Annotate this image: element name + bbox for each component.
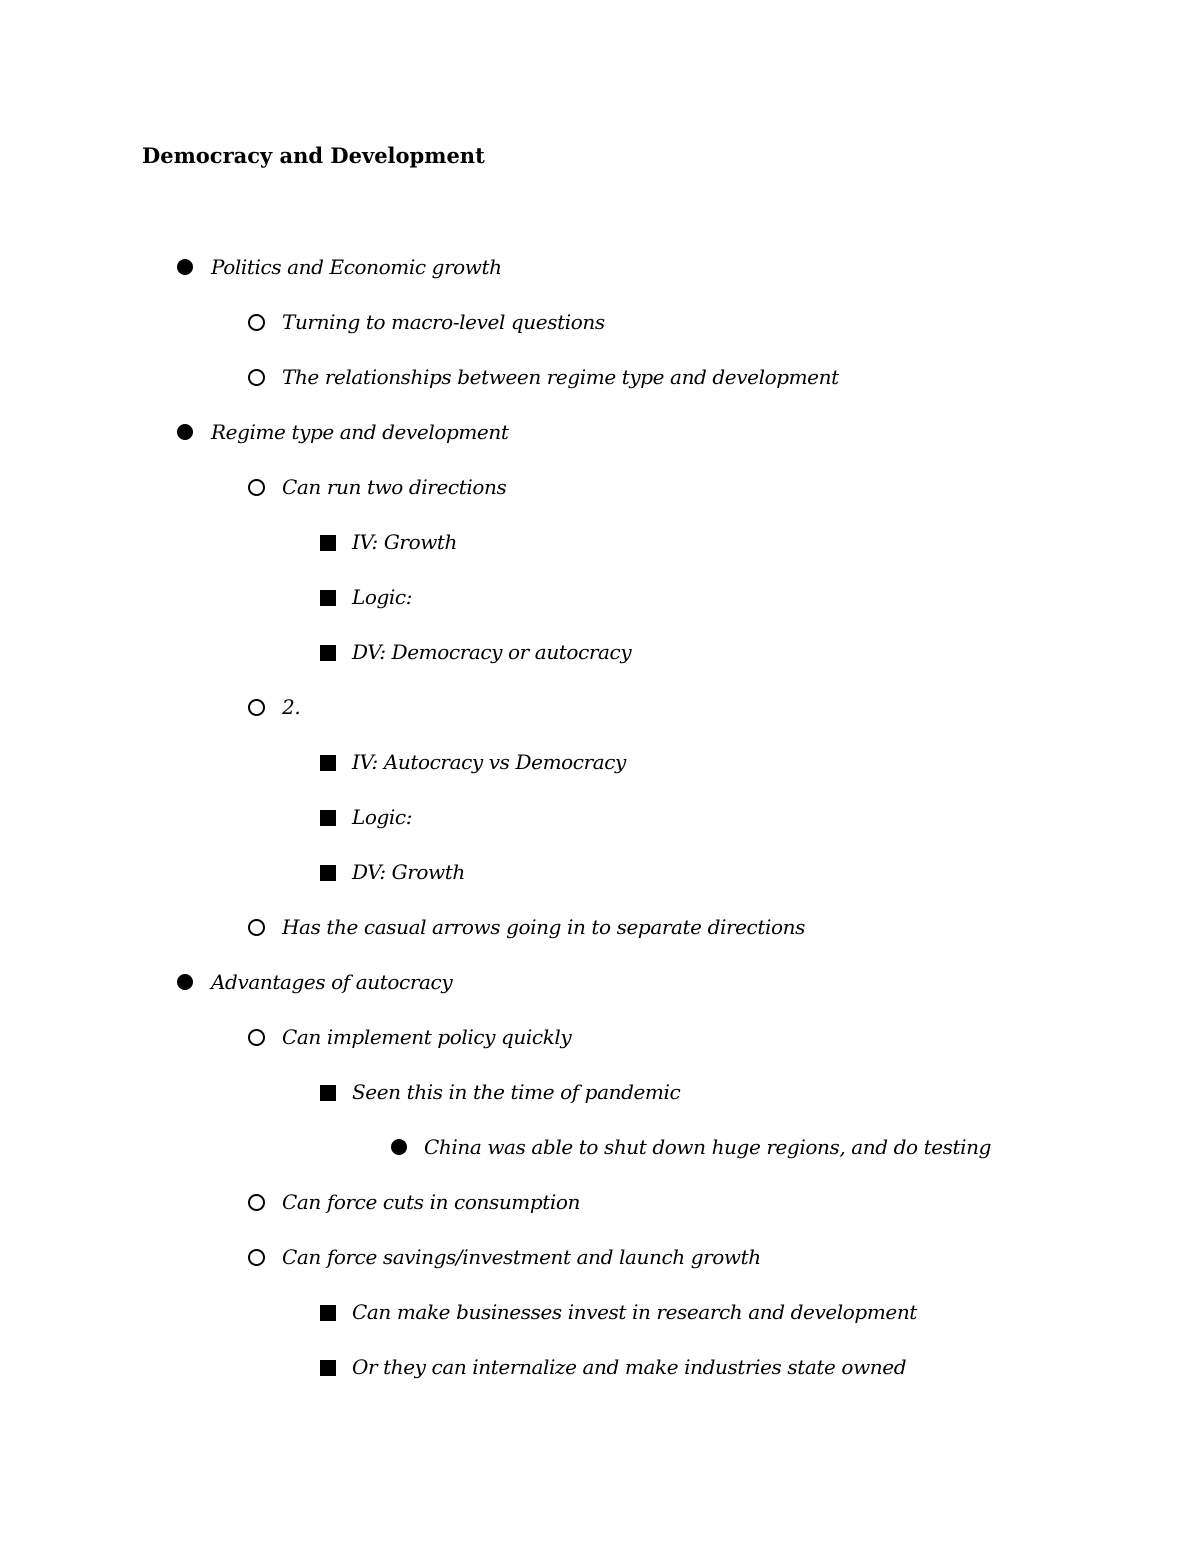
list-item	[0, 415, 1200, 470]
list-item	[0, 800, 1200, 855]
list-item	[0, 305, 1200, 360]
list-item	[0, 745, 1200, 800]
list-item	[0, 250, 1200, 305]
list-item	[0, 1295, 1200, 1350]
list-item-text: Can force savings/investment and launch growth	[282, 1245, 761, 1269]
page-title: Democracy and Development	[142, 143, 485, 168]
hollow-circle-bullet-icon	[248, 1194, 265, 1211]
hollow-circle-bullet-icon	[248, 479, 265, 496]
filled-square-bullet-icon	[320, 865, 336, 881]
filled-square-bullet-icon	[320, 645, 336, 661]
hollow-circle-bullet-icon	[248, 369, 265, 386]
list-item-text: The relationships between regime type and development	[282, 365, 839, 389]
list-item	[0, 1350, 1200, 1405]
list-item-text: DV: Democracy or autocracy	[352, 640, 632, 664]
list-item	[0, 1075, 1200, 1130]
list-item-text: Seen this in the time of pandemic	[352, 1080, 681, 1104]
list-item	[0, 580, 1200, 635]
list-item-text: Advantages of autocracy	[211, 970, 453, 994]
list-item-text: 2.	[282, 695, 301, 719]
list-item-text: Has the casual arrows going in to separate directions	[282, 915, 805, 939]
filled-square-bullet-icon	[320, 1085, 336, 1101]
list-item-text: Or they can internalize and make industries state owned	[352, 1355, 907, 1379]
filled-circle-bullet-icon	[177, 424, 193, 440]
list-item-text: DV: Growth	[352, 860, 465, 884]
list-item	[0, 1240, 1200, 1295]
list-item-text: Can implement policy quickly	[282, 1025, 572, 1049]
list-item	[0, 635, 1200, 690]
list-item-text: China was able to shut down huge regions, and do testing	[424, 1135, 992, 1159]
filled-square-bullet-icon	[320, 590, 336, 606]
outline-list	[0, 250, 1200, 1405]
filled-circle-bullet-icon	[177, 974, 193, 990]
hollow-circle-bullet-icon	[248, 1249, 265, 1266]
list-item-text: Can make businesses invest in research and development	[352, 1300, 917, 1324]
list-item-text: IV: Growth	[352, 530, 458, 554]
list-item	[0, 965, 1200, 1020]
list-item	[0, 855, 1200, 910]
list-item-text: Regime type and development	[211, 420, 509, 444]
filled-circle-bullet-icon	[177, 259, 193, 275]
list-item	[0, 525, 1200, 580]
list-item	[0, 690, 1200, 745]
list-item-text: Can force cuts in consumption	[282, 1190, 581, 1214]
filled-square-bullet-icon	[320, 755, 336, 771]
hollow-circle-bullet-icon	[248, 699, 265, 716]
hollow-circle-bullet-icon	[248, 1029, 265, 1046]
filled-square-bullet-icon	[320, 1360, 336, 1376]
list-item	[0, 1185, 1200, 1240]
filled-square-bullet-icon	[320, 1305, 336, 1321]
list-item-text: Can run two directions	[282, 475, 507, 499]
filled-square-bullet-icon	[320, 535, 336, 551]
list-item-text: Turning to macro-level questions	[282, 310, 605, 334]
hollow-circle-bullet-icon	[248, 919, 265, 936]
list-item	[0, 910, 1200, 965]
list-item	[0, 1020, 1200, 1075]
list-item	[0, 360, 1200, 415]
list-item-text: Politics and Economic growth	[211, 255, 502, 279]
hollow-circle-bullet-icon	[248, 314, 265, 331]
list-item-text: Logic:	[352, 805, 413, 829]
list-item-text: IV: Autocracy vs Democracy	[352, 750, 626, 774]
filled-square-bullet-icon	[320, 810, 336, 826]
filled-circle-bullet-icon	[391, 1139, 407, 1155]
list-item	[0, 1130, 1200, 1185]
list-item-text: Logic:	[352, 585, 413, 609]
list-item	[0, 470, 1200, 525]
